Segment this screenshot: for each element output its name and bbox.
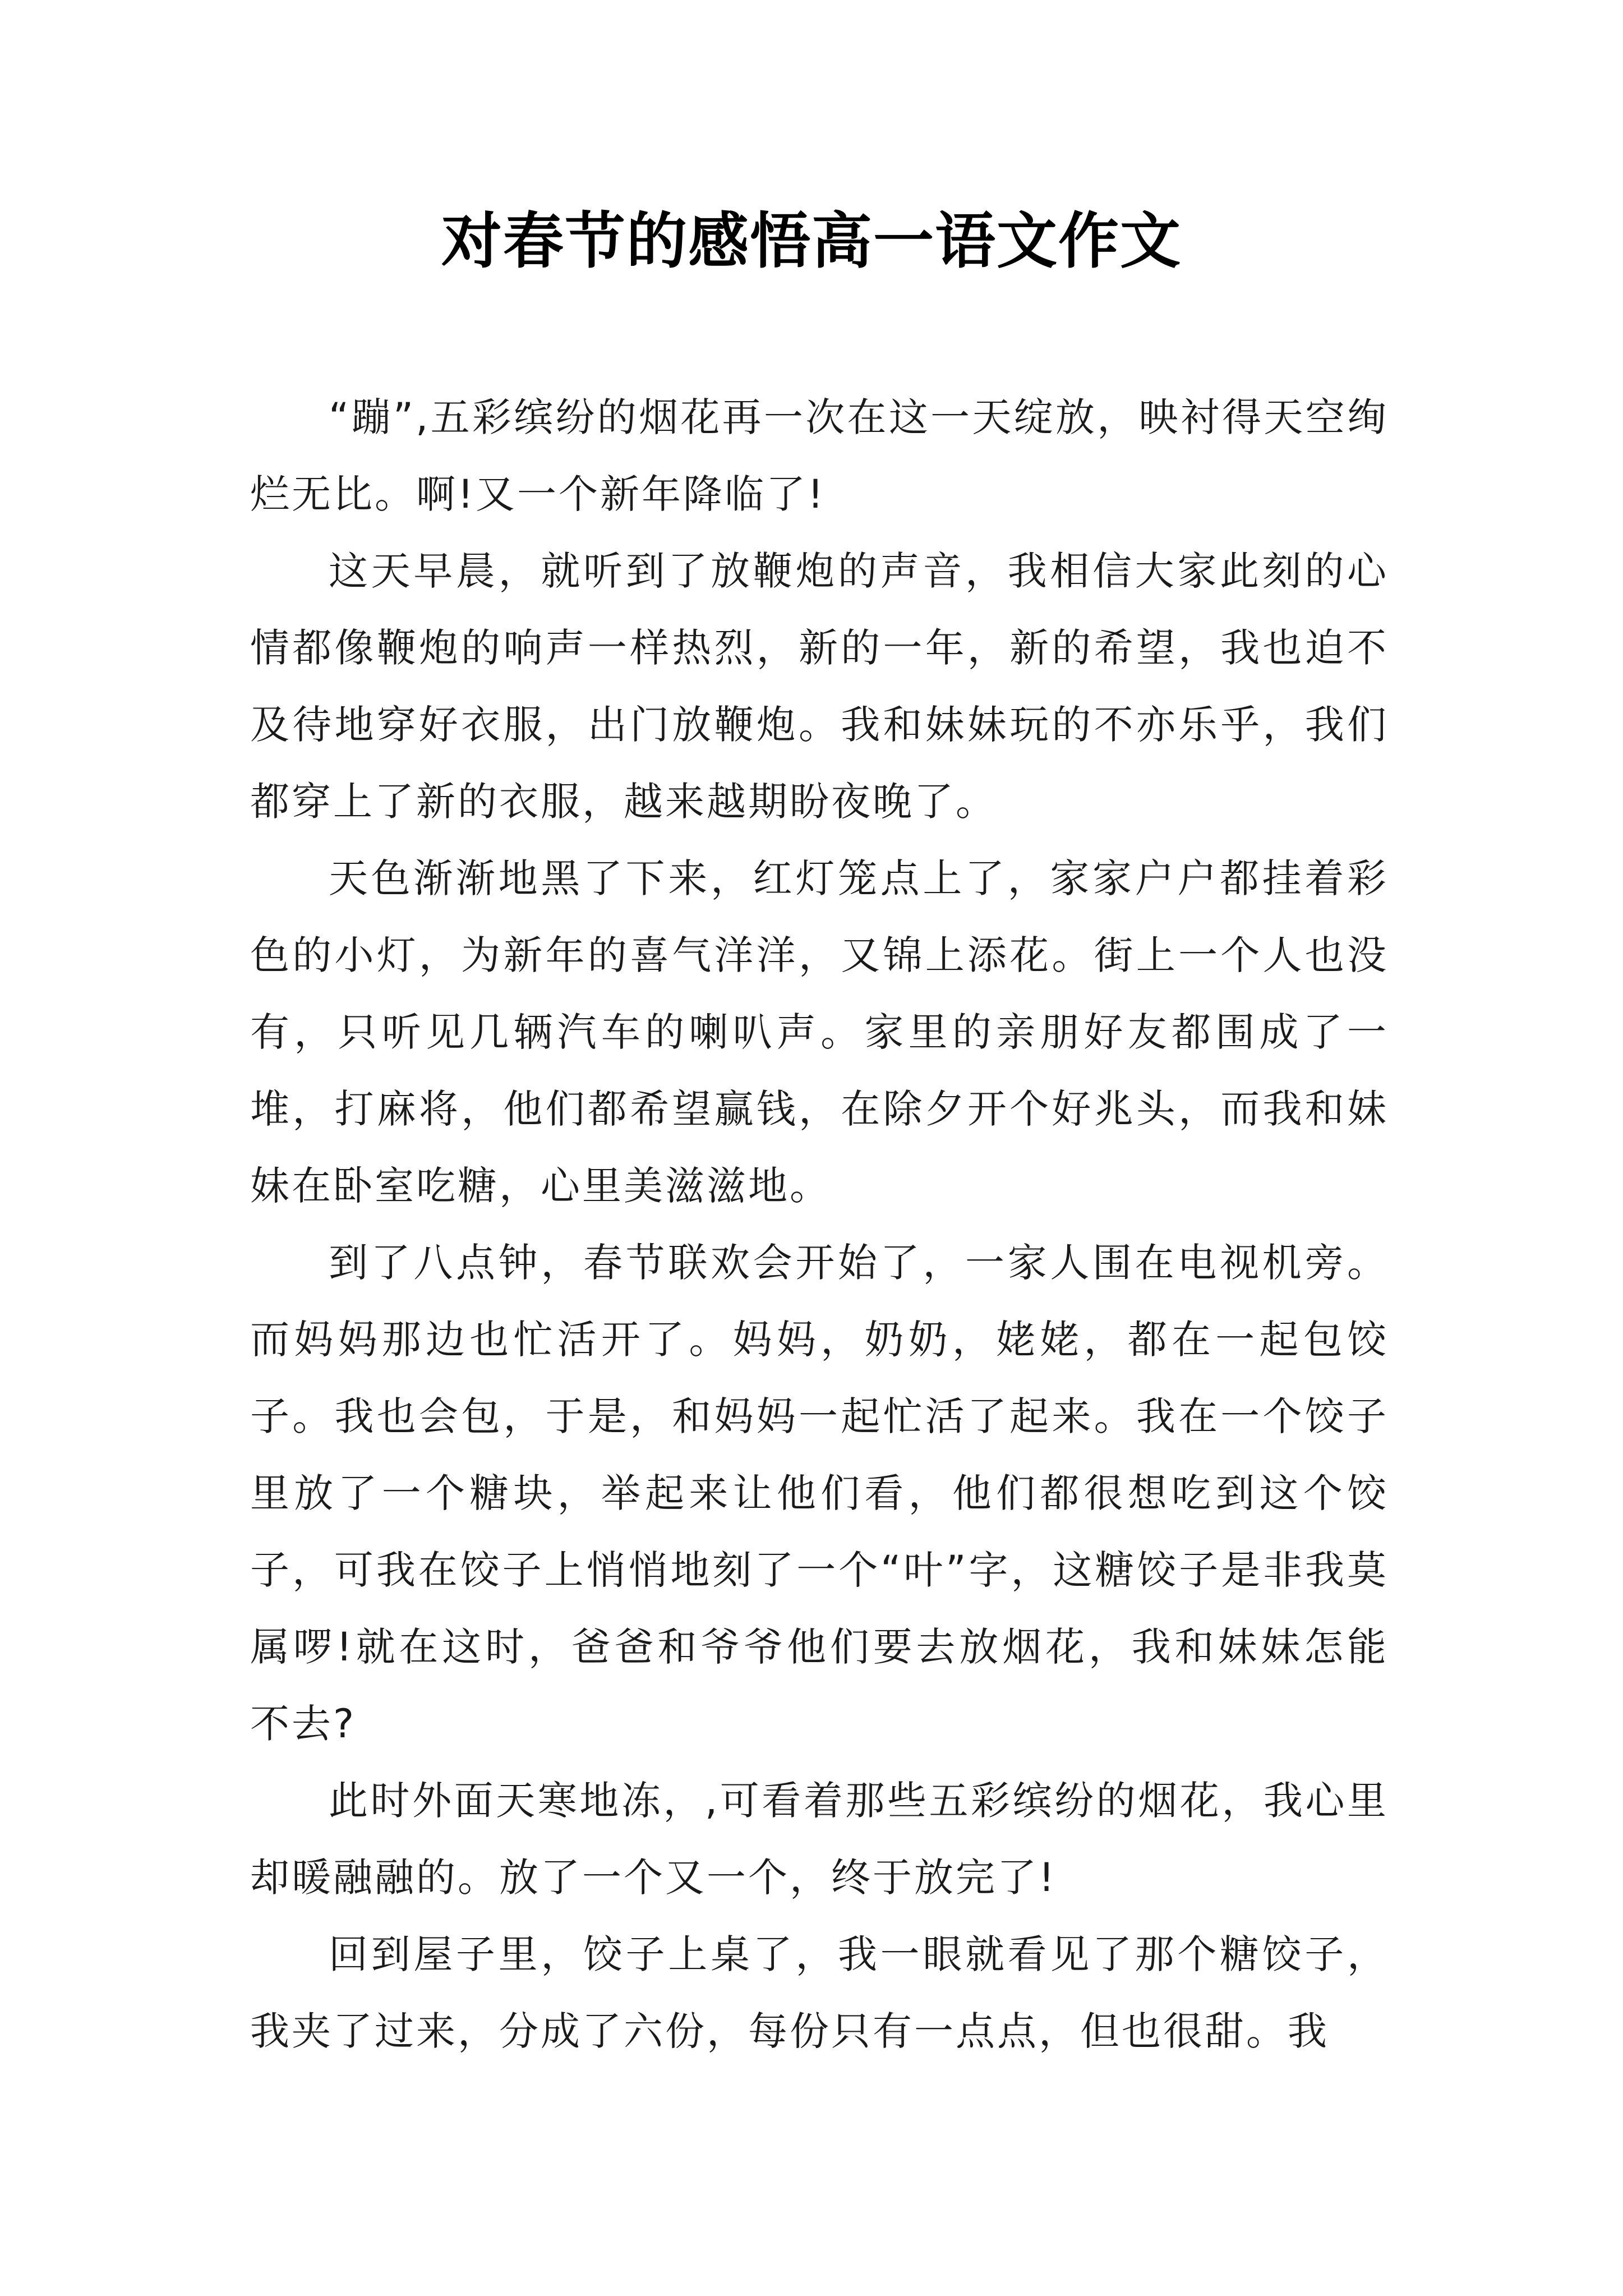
- paragraph-1: “蹦”,五彩缤纷的烟花再一次在这一天绽放，映衬得天空绚烂无比。啊!又一个新年降临了!: [250, 394, 1389, 517]
- paragraph-5: 此时外面天寒地冻，,可看着那些五彩缤纷的烟花，我心里却暖融融的。放了一个又一个，终于放完了!: [250, 1778, 1389, 1901]
- document-body: [250, 379, 1389, 2070]
- paragraph-3: 天色渐渐地黑了下来，红灯笼点上了，家家户户都挂着彩色的小灯，为新年的喜气洋洋，又锦上添花。街上一个人也没有，只听见几辆汽车的喇叭声。家里的亲朋好友都围成了一堆，打麻将，他们都希望赢钱，在除夕开个好兆头，而我和妹妹在卧室吃糖，心里美滋滋地。: [250, 855, 1389, 1209]
- paragraph-4: 到了八点钟，春节联欢会开始了，一家人围在电视机旁。而妈妈那边也忙活开了。妈妈，奶奶，姥姥，都在一起包饺子。我也会包，于是，和妈妈一起忙活了起来。我在一个饺子里放了一个糖块，举起来让他们看，他们都很想吃到这个饺子，可我在饺子上悄悄地刻了一个“叶”字，这糖饺子是非我莫属啰!就在这时，爸爸和爷爷他们要去放烟花，我和妹妹怎能不去?: [250, 1240, 1389, 1747]
- paragraph-6: 回到屋子里，饺子上桌了，我一眼就看见了那个糖饺子，我夹了过来，分成了六份，每份只有一点点，但也很甜。我: [250, 1931, 1389, 2054]
- paragraph-2: 这天早晨，就听到了放鞭炮的声音，我相信大家此刻的心情都像鞭炮的响声一样热烈，新的一年，新的希望，我也迫不及待地穿好衣服，出门放鞭炮。我和妹妹玩的不亦乐乎，我们都穿上了新的衣服，越来越期盼夜晚了。: [250, 548, 1389, 825]
- document-title: 对春节的感悟高一语文作文: [441, 206, 1182, 277]
